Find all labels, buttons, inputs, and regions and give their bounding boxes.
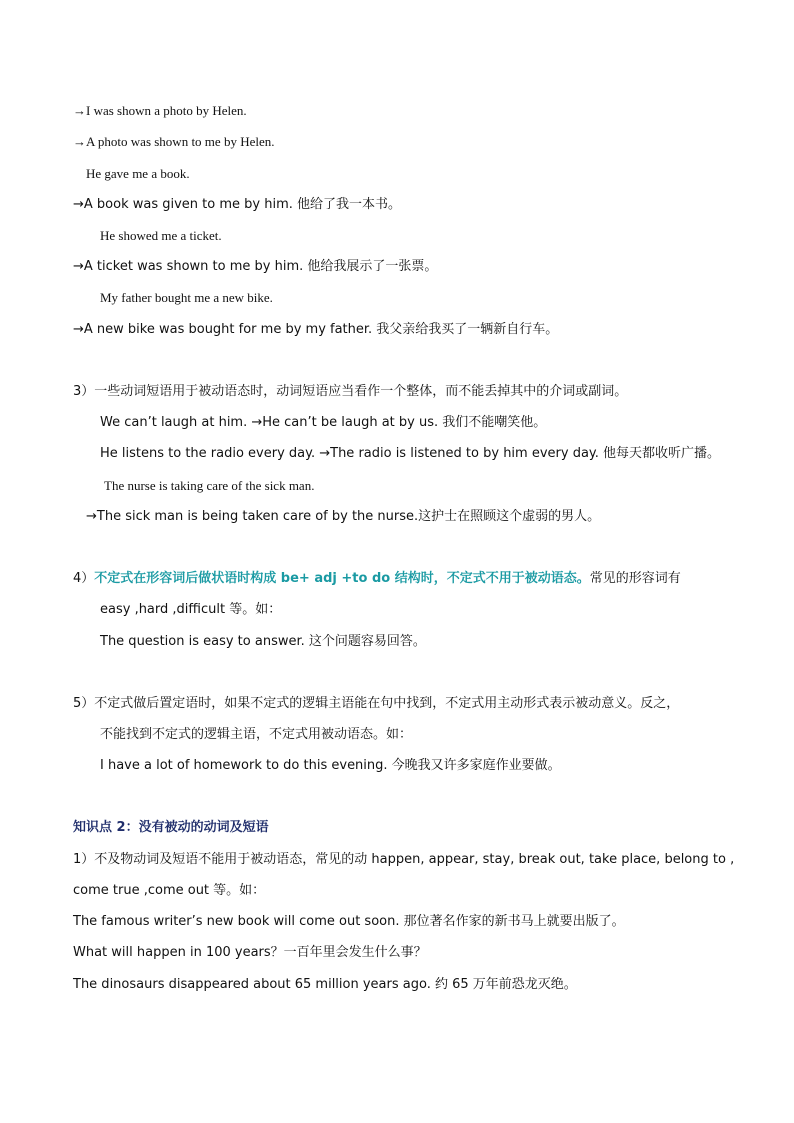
example-line: →A new bike was bought for me by my father. 我父亲给我买了一辆新自行车。 [73, 322, 559, 337]
example-line: The nurse is taking care of the sick man. [104, 478, 315, 493]
example-line: The question is easy to answer. 这个问题容易回答。 [100, 634, 426, 649]
example-line: I have a lot of homework to do this evening. 今晚我又许多家庭作业要做。 [100, 758, 561, 773]
example-line: →I was shown a photo by Helen. [73, 103, 247, 118]
section-heading: 知识点 2：没有被动的动词及短语 [73, 820, 269, 835]
example-line: He gave me a book. [86, 166, 190, 181]
rule-1: 1）不及物动词及短语不能用于被动语态，常见的动 happen, appear, stay, break out, take place, belong to , [73, 852, 735, 867]
rule-5-cont: 不能找到不定式的逻辑主语，不定式用被动语态。如： [100, 727, 413, 742]
rule-5: 5）不定式做后置定语时，如果不定式的逻辑主语能在句中找到，不定式用主动形式表示被动意义。反之， [73, 696, 680, 711]
rule-4-highlight: 不定式在形容词后做状语时构成 be+ adj +to do 结构时，不定式不用于被动语态。 [94, 571, 590, 586]
example-line: →A photo was shown to me by Helen. [73, 134, 275, 149]
example-line: The dinosaurs disappeared about 65 million years ago. 约 65 万年前恐龙灭绝。 [73, 977, 577, 992]
example-line: He showed me a ticket. [100, 228, 222, 243]
rule-1-cont: come true ,come out 等。如： [73, 883, 266, 898]
example-line: We can’t laugh at him. →He can’t be laugh at by us. 我们不能嘲笑他。 [100, 415, 547, 430]
example-line: What will happen in 100 years？一百年里会发生什么事？ [73, 945, 427, 960]
example-line: He listens to the radio every day. →The radio is listened to by him every day. 他每天都收听广播。 [100, 446, 721, 461]
rule-4 [73, 571, 681, 587]
rule-4-number: 4） [73, 571, 95, 586]
example-line: →The sick man is being taken care of by the nurse.这护士在照顾这个虚弱的男人。 [86, 509, 601, 524]
example-line: →A book was given to me by him. 他给了我一本书。 [73, 197, 402, 212]
example-line: easy ,hard ,difficult 等。如： [100, 602, 282, 617]
example-line: →A ticket was shown to me by him. 他给我展示了一张票。 [73, 259, 438, 274]
example-line: The famous writer’s new book will come out soon. 那位著名作家的新书马上就要出版了。 [73, 914, 625, 929]
rule-4-rest: 常见的形容词有 [589, 571, 681, 586]
example-line: My father bought me a new bike. [100, 290, 273, 305]
rule-3: 3）一些动词短语用于被动语态时，动词短语应当看作一个整体，而不能丢掉其中的介词或副词。 [73, 384, 628, 399]
